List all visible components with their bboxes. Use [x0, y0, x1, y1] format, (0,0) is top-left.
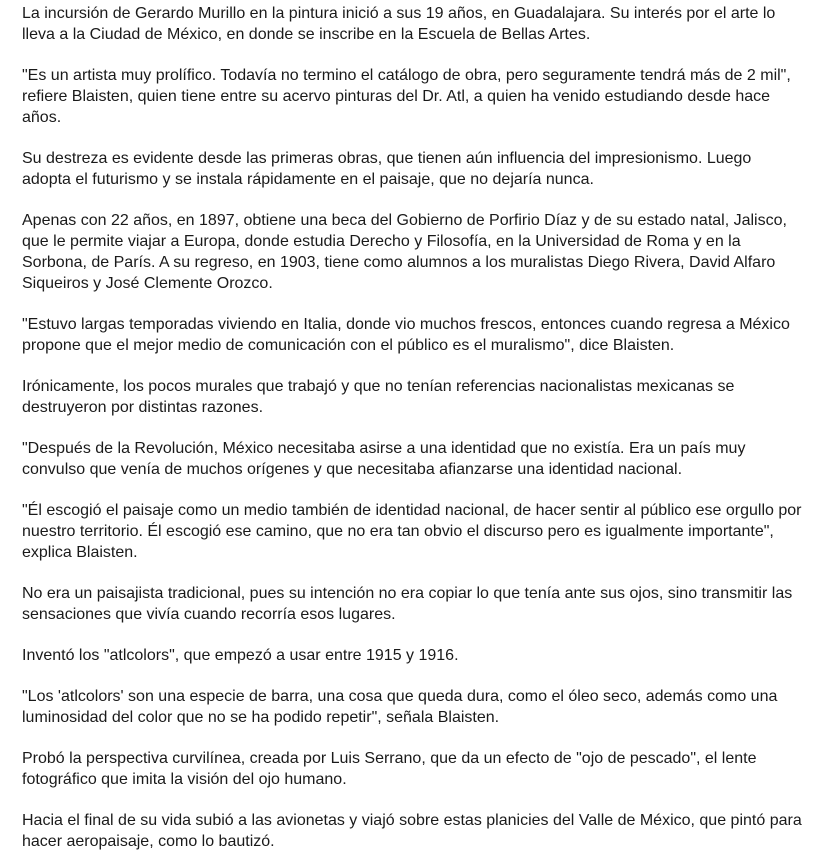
- paragraph-2: "Es un artista muy prolífico. Todavía no termino el catálogo de obra, pero seguramente tendrá más de 2 mil", refiere Blaisten, quien tiene entre su acervo pinturas del Dr. Atl, a quien ha venido estudiando desde hace años.: [22, 67, 791, 126]
- paragraph-6: Irónicamente, los pocos murales que trabajó y que no tenían referencias nacionalistas mexicanas se destruyeron por distintas razones.: [22, 378, 735, 416]
- paragraph-13: Hacia el final de su vida subió a las avionetas y viajó sobre estas planicies del Valle de México, que pintó para hacer aeropaisaje, como lo bautizó.: [22, 812, 802, 850]
- paragraph-9: No era un paisajista tradicional, pues su intención no era copiar lo que tenía ante sus ojos, sino transmitir las sensaciones que vivía cuando recorría esos lugares.: [22, 585, 793, 623]
- paragraph-5: "Estuvo largas temporadas viviendo en Italia, donde vio muchos frescos, entonces cuando regresa a México propone que el mejor medio de comunicación con el público es el muralismo", dice Blaisten.: [22, 316, 790, 354]
- paragraph-10: Inventó los "atlcolors", que empezó a usar entre 1915 y 1916.: [22, 647, 459, 664]
- paragraph-1: La incursión de Gerardo Murillo en la pintura inició a sus 19 años, en Guadalajara. Su interés por el arte lo lleva a la Ciudad de México, en donde se inscribe en la Escuela de Bellas Artes.: [22, 5, 776, 43]
- paragraph-8: "Él escogió el paisaje como un medio también de identidad nacional, de hacer sentir al público ese orgullo por nuestro territorio. Él escogió ese camino, que no era tan obvio el discurso pero es igualmente importante", explica Blaisten.: [22, 502, 802, 561]
- paragraph-3: Su destreza es evidente desde las primeras obras, que tienen aún influencia del impresionismo. Luego adopta el futurismo y se instala rápidamente en el paisaje, que no dejaría nunca.: [22, 150, 752, 188]
- paragraph-11: "Los 'atlcolors' son una especie de barra, una cosa que queda dura, como el óleo seco, además como una luminosidad del color que no se ha podido repetir", señala Blaisten.: [22, 688, 778, 726]
- paragraph-4: Apenas con 22 años, en 1897, obtiene una beca del Gobierno de Porfirio Díaz y de su estado natal, Jalisco, que le permite viajar a Europa, donde estudia Derecho y Filosofía, en la Universidad de Roma y en la Sorbona, de París. A su regreso, en 1903, tiene como alumnos a los muralistas Diego Rivera, David Alfaro Siqueiros y José Clemente Orozco.: [22, 212, 787, 292]
- paragraph-12: Probó la perspectiva curvilínea, creada por Luis Serrano, que da un efecto de "ojo de pescado", el lente fotográfico que imita la visión del ojo humano.: [22, 750, 757, 788]
- paragraph-7: "Después de la Revolución, México necesitaba asirse a una identidad que no existía. Era un país muy convulso que venía de muchos orígenes y que necesitaba afianzarse una identidad nacional.: [22, 440, 746, 478]
